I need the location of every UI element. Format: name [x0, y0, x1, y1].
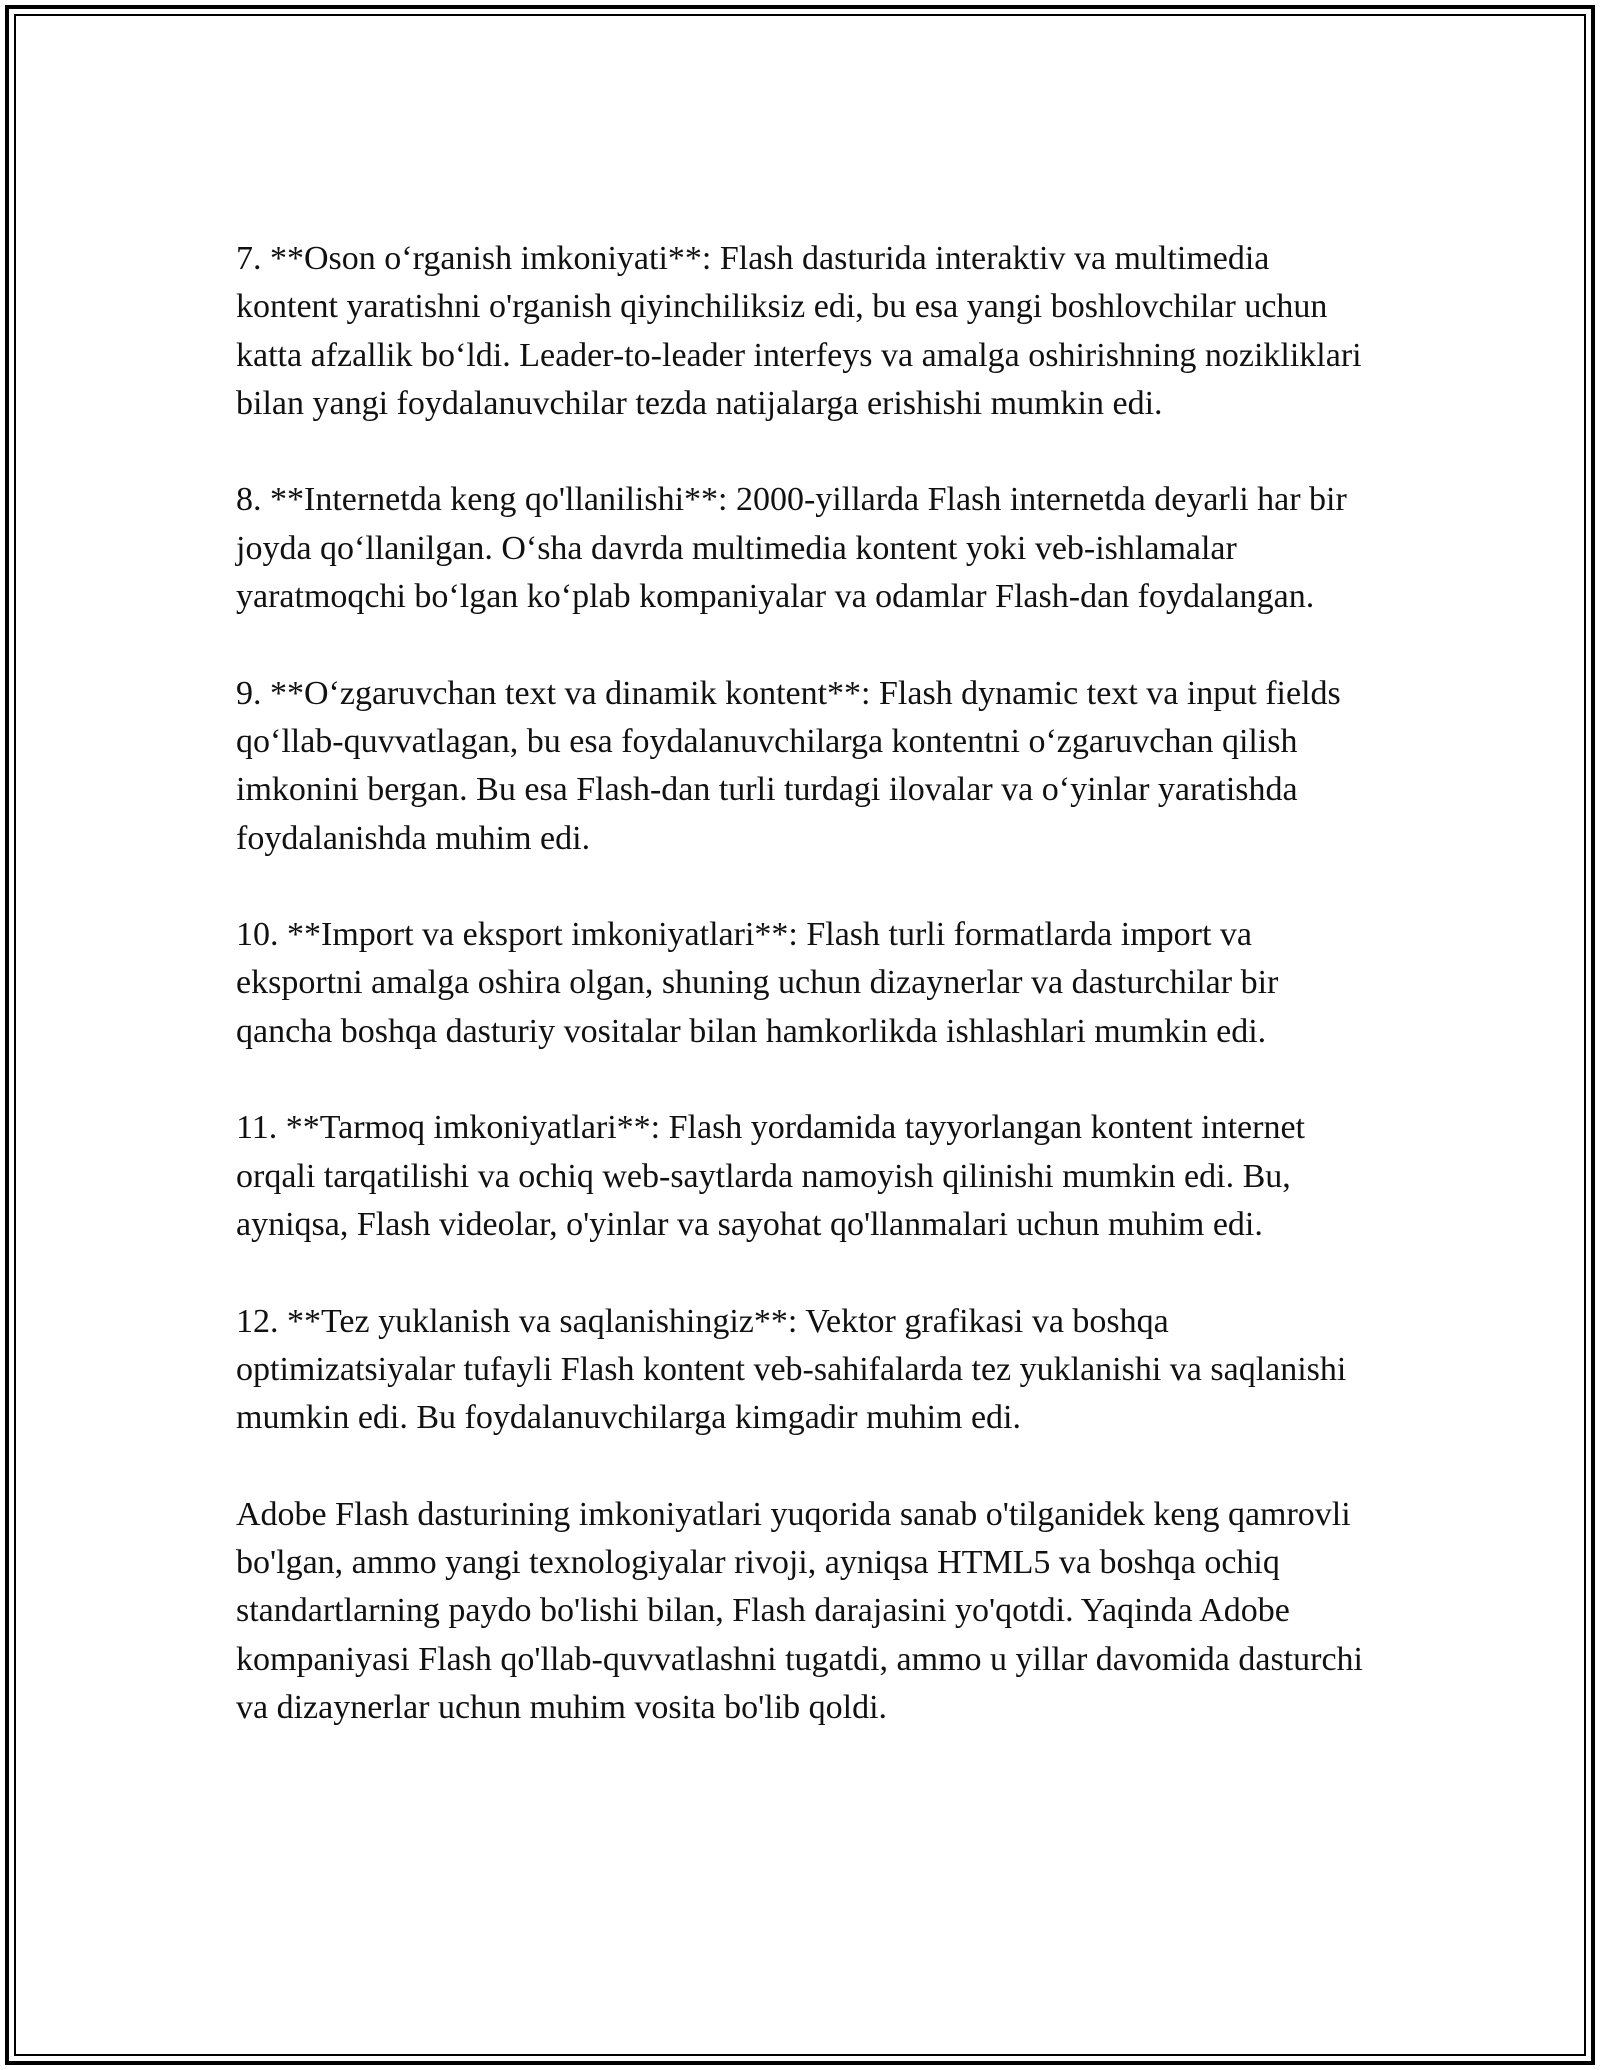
- paragraph-item-10: 10. **Import va eksport imkoniyatlari**: Flash turli formatlarda import va eksportni amalga oshira olgan, shuning uchun dizaynerlar va dasturchilar bir qancha boshqa dasturiy vositalar bilan hamkorlikda ishlashlari mumkin edi.: [236, 916, 1279, 1050]
- paragraph-item-7: 7. **Oson o‘rganish imkoniyati**: Flash dasturida interaktiv va multimedia kontent yaratishni o'rganish qiyinchiliksiz edi, bu esa yangi boshlovchilar uchun katta afzallik bo‘ldi. Leader-to-leader interfeys va amalga oshirishning nozikliklari bilan yangi foydalanuvchilar tezda natijalarga erishishi mumkin edi.: [236, 240, 1362, 422]
- paragraph-item-12: 12. **Tez yuklanish va saqlanishingiz**: Vektor grafikasi va boshqa optimizatsiyalar tufayli Flash kontent veb-sahifalarda tez yuklanishi va saqlanishi mumkin edi. Bu foydalanuvchilarga kimgadir muhim edi.: [236, 1302, 1347, 1437]
- conclusion-paragraph: Adobe Flash dasturining imkoniyatlari yuqorida sanab o'tilganidek keng qamrovli bo'lgan, ammo yangi texnologiyalar rivoji, ayniqsa HTML5 va boshqa ochiq standartlarning paydo bo'lishi bilan, Flash darajasini yo'qotdi. Yaqinda Adobe kompaniyasi Flash qo'llab-quvvatlashni tugatdi, ammo u yillar davomida dasturchi va dizaynerlar uchun muhim vosita bo'lib qoldi.: [236, 1495, 1363, 1726]
- document-body: [236, 235, 1371, 1732]
- paragraph-item-9: 9. **O‘zgaruvchan text va dinamik kontent**: Flash dynamic text va input fields qo‘llab-quvvatlagan, bu esa foydalanuvchilarga kontentni o‘zgaruvchan qilish imkonini bergan. Bu esa Flash-dan turli turdagi ilovalar va o‘yinlar yaratishda foydalanishda muhim edi.: [236, 674, 1341, 857]
- paragraph-item-8: 8. **Internetda keng qo'llanilishi**: 2000-yillarda Flash internetda deyarli har bir joyda qo‘llanilgan. O‘sha davrda multimedia kontent yoki veb-ishlamalar yaratmoqchi bo‘lgan ko‘plab kompaniyalar va odamlar Flash-dan foydalangan.: [236, 481, 1347, 616]
- paragraph-item-11: 11. **Tarmoq imkoniyatlari**: Flash yordamida tayyorlangan kontent internet orqali tarqatilishi va ochiq web-saytlarda namoyish qilinishi mumkin edi. Bu, ayniqsa, Flash videolar, o'yinlar va sayohat qo'llanmalari uchun muhim edi.: [236, 1109, 1306, 1243]
